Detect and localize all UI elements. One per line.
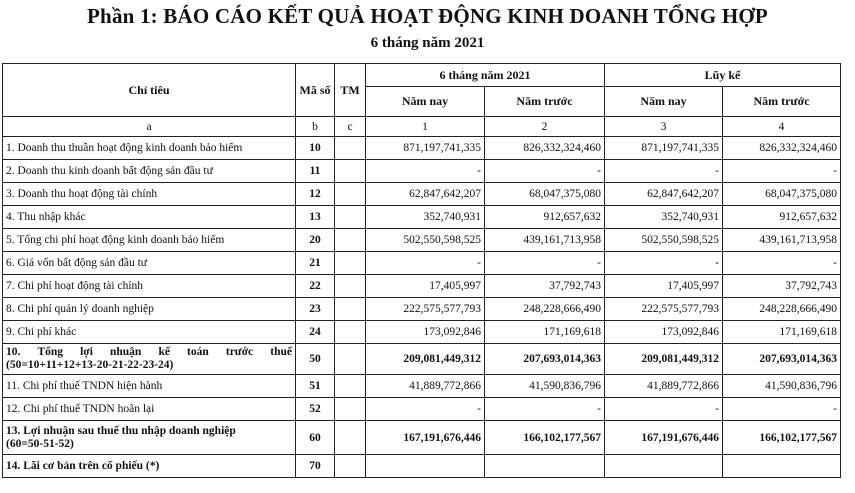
row-label: 8. Chi phí quản lý doanh nghiệp <box>3 298 296 321</box>
table-row <box>3 321 841 344</box>
row-label-line1 <box>6 346 292 359</box>
table-row <box>3 252 841 275</box>
header-luy-ke-nam-nay: Năm nay <box>605 87 723 117</box>
row-value: 209,081,449,312 <box>366 344 485 375</box>
row-code: 23 <box>296 298 335 321</box>
row-value: 352,740,931 <box>605 206 723 229</box>
row-value: 871,197,741,335 <box>605 137 723 160</box>
header-ma-so: Mã số <box>296 64 335 117</box>
row-value: - <box>605 252 723 275</box>
table-row <box>3 375 841 398</box>
row-value: 41,590,836,796 <box>485 375 605 398</box>
index-cell: c <box>335 117 366 137</box>
table-row <box>3 455 841 478</box>
row-value: 62,847,642,207 <box>605 183 723 206</box>
row-label: 4. Thu nhập khác <box>3 206 296 229</box>
row-code: 50 <box>296 344 335 375</box>
row-value: 17,405,997 <box>366 275 485 298</box>
index-cell: 4 <box>723 117 841 137</box>
row-label: 11. Chi phí thuế TNDN hiện hành <box>3 375 296 398</box>
table-row-total <box>3 421 841 455</box>
label-word: 10. <box>6 346 21 358</box>
header-tm: TM <box>335 64 366 117</box>
header-nam-truoc: Năm trước <box>485 87 605 117</box>
row-value: 17,405,997 <box>605 275 723 298</box>
index-cell: 2 <box>485 117 605 137</box>
row-value: 209,081,449,312 <box>605 344 723 375</box>
label-word: Tổng <box>37 346 64 358</box>
row-value: 871,197,741,335 <box>366 137 485 160</box>
row-code: 22 <box>296 275 335 298</box>
row-value: 826,332,324,460 <box>485 137 605 160</box>
label-word: toán <box>187 346 209 358</box>
row-code: 70 <box>296 455 335 478</box>
row-value: - <box>605 160 723 183</box>
row-tm <box>335 421 366 455</box>
row-value: - <box>485 160 605 183</box>
row-label-line2: (60=50-51-52) <box>6 437 74 450</box>
table-row <box>3 229 841 252</box>
table-row <box>3 275 841 298</box>
row-code: 51 <box>296 375 335 398</box>
row-value <box>485 455 605 478</box>
header-period: 6 tháng năm 2021 <box>366 64 605 87</box>
table-row <box>3 160 841 183</box>
row-value: - <box>605 398 723 421</box>
table-row <box>3 298 841 321</box>
row-value: 248,228,666,490 <box>723 298 841 321</box>
row-value: 248,228,666,490 <box>485 298 605 321</box>
income-statement-table <box>2 63 841 478</box>
row-tm <box>335 206 366 229</box>
row-value <box>723 455 841 478</box>
row-tm <box>335 252 366 275</box>
row-value: 166,102,177,567 <box>723 421 841 455</box>
row-value: - <box>723 160 841 183</box>
row-value: 166,102,177,567 <box>485 421 605 455</box>
index-cell: 3 <box>605 117 723 137</box>
row-value: 62,847,642,207 <box>366 183 485 206</box>
label-word: trước <box>225 346 254 358</box>
report-subtitle: 6 tháng năm 2021 <box>370 35 485 51</box>
row-value: - <box>366 398 485 421</box>
row-label <box>3 421 296 455</box>
row-tm <box>335 137 366 160</box>
row-value: 68,047,375,080 <box>485 183 605 206</box>
row-value: 352,740,931 <box>366 206 485 229</box>
row-label: 9. Chi phí khác <box>3 321 296 344</box>
row-code: 11 <box>296 160 335 183</box>
row-value: 173,092,846 <box>605 321 723 344</box>
index-cell: 1 <box>366 117 485 137</box>
row-label: 3. Doanh thu hoạt động tài chính <box>3 183 296 206</box>
row-value: - <box>366 160 485 183</box>
row-value: 439,161,713,958 <box>485 229 605 252</box>
row-value: 502,550,598,525 <box>605 229 723 252</box>
label-word: lợi <box>80 346 93 358</box>
index-cell: a <box>3 117 296 137</box>
row-value: 41,889,772,866 <box>605 375 723 398</box>
row-value: 167,191,676,446 <box>366 421 485 455</box>
row-code: 20 <box>296 229 335 252</box>
row-value: 222,575,577,793 <box>366 298 485 321</box>
header-luy-ke-nam-truoc: Năm trước <box>723 87 841 117</box>
row-code: 52 <box>296 398 335 421</box>
row-label: 14. Lãi cơ bản trên cổ phiếu (*) <box>3 455 296 478</box>
row-value: 173,092,846 <box>366 321 485 344</box>
row-code: 21 <box>296 252 335 275</box>
row-value <box>366 455 485 478</box>
row-code: 10 <box>296 137 335 160</box>
row-tm <box>335 229 366 252</box>
label-word: nhuận <box>110 346 142 358</box>
row-value: 171,169,618 <box>723 321 841 344</box>
index-cell: b <box>296 117 335 137</box>
row-tm <box>335 275 366 298</box>
row-value: - <box>723 398 841 421</box>
table-row <box>3 206 841 229</box>
row-label: 12. Chi phí thuế TNDN hoãn lại <box>3 398 296 421</box>
row-value: 41,590,836,796 <box>723 375 841 398</box>
row-tm <box>335 160 366 183</box>
row-label: 5. Tổng chi phí hoạt động kinh doanh bảo hiểm <box>3 229 296 252</box>
row-value: 37,792,743 <box>485 275 605 298</box>
row-tm <box>335 398 366 421</box>
row-label-line1: 13. Lợi nhuận sau thuế thu nhập doanh nghiệp <box>6 424 236 437</box>
label-word: kế <box>158 346 170 358</box>
row-value: - <box>723 252 841 275</box>
row-tm <box>335 344 366 375</box>
row-value: 912,657,632 <box>485 206 605 229</box>
row-code: 60 <box>296 421 335 455</box>
row-label: 7. Chi phí hoạt động tài chính <box>3 275 296 298</box>
row-value: - <box>366 252 485 275</box>
row-tm <box>335 321 366 344</box>
row-label: 1. Doanh thu thuần hoạt động kinh doanh bảo hiểm <box>3 137 296 160</box>
table-row <box>3 137 841 160</box>
row-value: 171,169,618 <box>485 321 605 344</box>
row-tm <box>335 455 366 478</box>
row-label: 2. Doanh thu kinh doanh bất động sản đầu tư <box>3 160 296 183</box>
row-label-line2: (50=10+11+12+13-20-21-22-23-24) <box>6 359 174 371</box>
row-value: 826,332,324,460 <box>723 137 841 160</box>
row-value: - <box>485 252 605 275</box>
row-value: 167,191,676,446 <box>605 421 723 455</box>
row-value: 207,693,014,363 <box>723 344 841 375</box>
row-label <box>3 344 296 375</box>
row-value: 222,575,577,793 <box>605 298 723 321</box>
header-luy-ke: Lũy kế <box>605 64 841 87</box>
row-code: 13 <box>296 206 335 229</box>
row-code: 24 <box>296 321 335 344</box>
row-tm <box>335 375 366 398</box>
table-row-total <box>3 344 841 375</box>
index-row <box>3 117 841 137</box>
row-tm <box>335 298 366 321</box>
row-label: 6. Giá vốn bất động sản đầu tư <box>3 252 296 275</box>
header-chi-tieu: Chỉ tiêu <box>3 64 296 117</box>
label-word: thuế <box>270 346 292 358</box>
row-value: 912,657,632 <box>723 206 841 229</box>
header-nam-nay: Năm nay <box>366 87 485 117</box>
row-value: - <box>485 398 605 421</box>
report-title: Phần 1: BÁO CÁO KẾT QUẢ HOẠT ĐỘNG KINH DOANH TỔNG HỢP <box>87 4 768 28</box>
row-value: 207,693,014,363 <box>485 344 605 375</box>
row-value: 37,792,743 <box>723 275 841 298</box>
row-value: 41,889,772,866 <box>366 375 485 398</box>
row-value: 439,161,713,958 <box>723 229 841 252</box>
table-row <box>3 398 841 421</box>
table-row <box>3 183 841 206</box>
row-tm <box>335 183 366 206</box>
row-value: 68,047,375,080 <box>723 183 841 206</box>
row-value <box>605 455 723 478</box>
row-value: 502,550,598,525 <box>366 229 485 252</box>
row-code: 12 <box>296 183 335 206</box>
